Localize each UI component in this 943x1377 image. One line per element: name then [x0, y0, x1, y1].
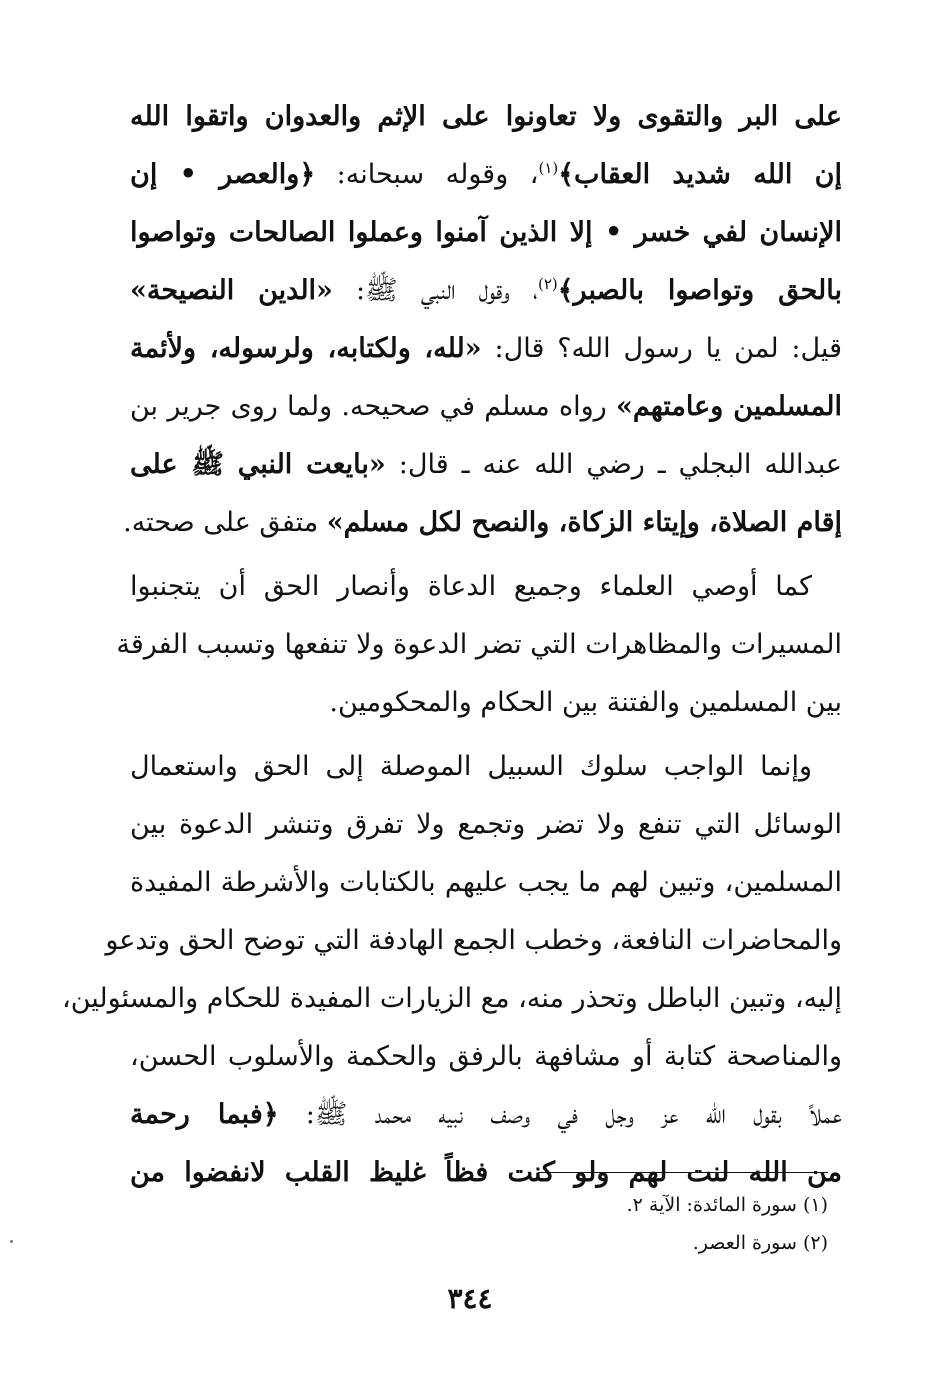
text-segment: الوسائل التي تنفع ولا تضر وتجمع ولا تفرق وتنشر الدعوة بين	[130, 809, 842, 840]
text-line	[61, 970, 842, 1028]
text-line	[130, 378, 842, 436]
bold-text: الإنسان لفي خسر • إلا الذين آمنوا وعملوا الصالحات وتواصوا	[130, 217, 842, 248]
text-segment: كما أوصي العلماء وجميع الدعاة وأنصار الحق أن يتجنبوا	[130, 571, 812, 602]
text-segment: ، وقول النبي ﷺ:	[332, 275, 538, 306]
footnote-2: (٢) سورة العصر.	[692, 1232, 828, 1254]
text-line	[130, 796, 842, 854]
margin-speck	[10, 1240, 13, 1243]
text-segment: وإنما الواجب سلوك السبيل الموصلة إلى الحق واستعمال	[130, 751, 812, 782]
bold-text: ﴿فبما رحمة	[130, 1099, 279, 1130]
text-segment: ، وقوله سبحانه:	[315, 159, 539, 190]
text-segment: والمناصحة كتابة أو مشافهة بالرفق والحكمة والأسلوب الحسن،	[130, 1041, 842, 1072]
text-line	[105, 912, 842, 970]
bold-text: على البر والتقوى ولا تعاونوا على الإثم والعدوان واتقوا الله	[130, 101, 842, 132]
text-line	[130, 1028, 842, 1086]
text-line	[130, 558, 842, 616]
footnotes	[300, 1186, 828, 1262]
bold-text: إقام الصلاة، وإيتاء الزكاة، والنصح لكل مسلم»	[326, 507, 842, 538]
bold-text: «لله، ولكتابه، ولرسوله، ولأئمة	[130, 333, 482, 364]
text-line	[130, 262, 842, 320]
text-segment: المسلمين، وتبين لهم ما يجب عليهم بالكتابات والأشرطة المفيدة	[130, 867, 842, 898]
bold-text: بالحق وتواصوا بالصبر﴾	[557, 275, 842, 306]
bold-text: «بايعت النبي ﷺ على	[130, 449, 386, 480]
text-line	[130, 436, 842, 494]
text-segment: رواه مسلم في صحيحه. ولما روى جرير بن	[130, 391, 616, 422]
bold-text: من الله لنت لهم ولو كنت فظاً غليظ القلب لانفضوا من	[130, 1157, 842, 1188]
text-segment: متفق على صحته.	[123, 507, 327, 538]
text-line	[130, 88, 842, 146]
text-segment: إليه، وتبين الباطل وتحذر منه، مع الزيارات المفيدة للحكام والمسئولين،	[61, 983, 842, 1014]
bold-text: المسلمين وعامتهم»	[615, 391, 842, 422]
page-number: ٣٤٤	[447, 1282, 493, 1315]
text-line	[130, 320, 842, 378]
main-text	[61, 88, 843, 1202]
text-line	[116, 616, 842, 674]
text-segment: بين المسلمين والفتنة بين الحكام والمحكومين.	[329, 687, 842, 718]
text-line	[130, 674, 842, 732]
bold-text: إن الله شديد العقاب﴾	[558, 159, 843, 190]
text-segment: المسيرات والمظاهرات التي تضر الدعوة ولا تنفعها وتسبب الفرقة	[116, 629, 842, 660]
text-segment: والمحاضرات النافعة، وخطب الجمع الهادفة التي توضح الحق وتدعو	[105, 925, 842, 956]
text-segment: عملاً بقول الله عز وجل في وصف نبيه محمد ﷺ:	[278, 1099, 842, 1130]
bold-text: «الدين النصيحة»	[130, 275, 333, 306]
text-segment: قيل: لمن يا رسول الله؟ قال:	[481, 333, 842, 364]
text-line	[130, 146, 842, 204]
footnote-separator	[538, 1172, 828, 1173]
text-line	[130, 738, 842, 796]
footnote-marker: (٢)	[537, 275, 558, 293]
text-segment: عبدالله البجلي ـ رضي الله عنه ـ قال:	[385, 449, 842, 480]
footnote-marker: (١)	[538, 159, 559, 177]
footnote-1: (١) سورة المائدة: الآية ٢.	[626, 1194, 828, 1216]
bold-text: ﴿والعصر • إن	[130, 159, 316, 190]
text-line	[130, 204, 842, 262]
text-line	[123, 494, 842, 552]
text-line	[130, 854, 842, 912]
text-line	[130, 1086, 842, 1144]
